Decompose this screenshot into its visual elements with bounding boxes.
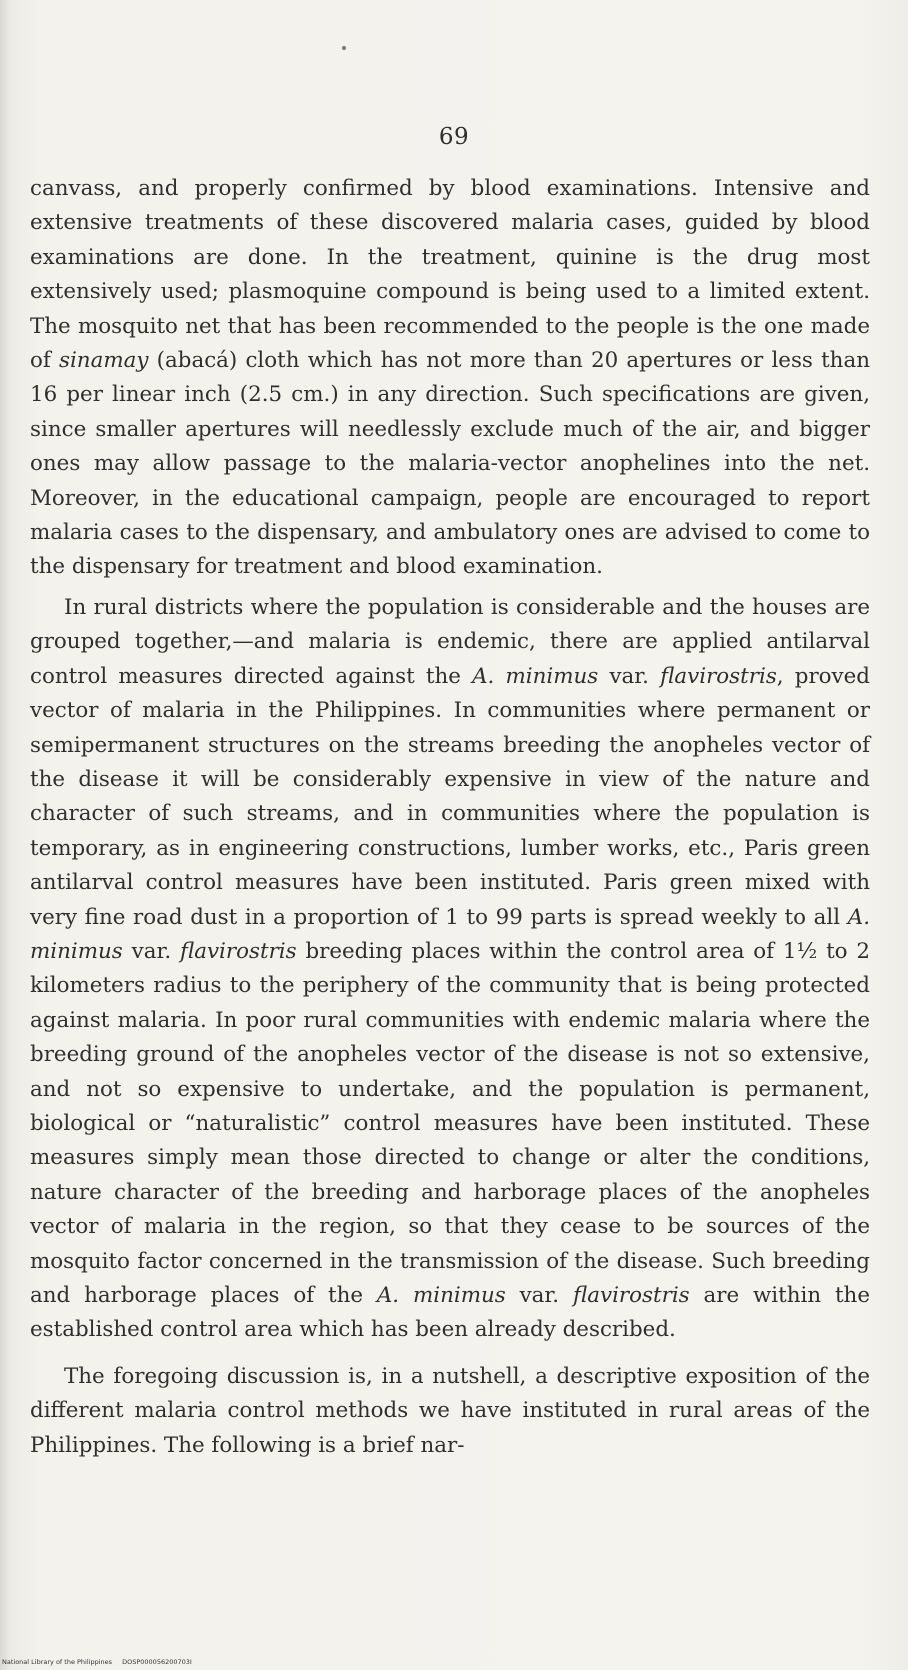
paragraph-2-text-a: In rural districts where the population is considerable and the houses are grouped together,—and malaria is endemic, there are applied antilarval control measures directed against the (30, 594, 870, 689)
page-number: 69 (438, 124, 470, 150)
italic-term-variety-3: flavirostris (572, 1283, 690, 1308)
italic-term-species-1: A. minimus (472, 663, 599, 689)
paragraph-2-text-g: are within the established control area which has been already described. (30, 1283, 870, 1343)
paragraph-2-text-f: var. (505, 1283, 573, 1308)
paragraph-1-text-b: (abacá) cloth which has not more than 20 apertures or less than 16 per linear inch (2.5 cm.) in any direction. Such specifications are given, since smaller apertures will needlessly exclude much of the air, and bigger ones may allow passage to the malaria-vector anophelines into the net. Moreover, in the educational campaign, people are encouraged to report malaria cases to the dispensary, and ambulatory ones are advised to come to the dispensary for treatment and blood examination. (30, 348, 870, 580)
italic-term-sinamay: sinamay (58, 348, 149, 374)
footer-code: DOSP000056200703I (122, 1658, 192, 1666)
italic-term-species-2: A. minimus (30, 904, 870, 964)
paragraph-2-text-d: var. (122, 938, 180, 964)
italic-term-species-3: A. minimus (376, 1283, 506, 1308)
italic-term-variety-2: flavirostris (179, 938, 297, 964)
scan-footer (2, 1658, 192, 1666)
speck-mark (342, 46, 346, 50)
paragraph-2-text-c: , proved vector of malaria in the Philippines. In communities where permanent or semipermanent structures on the streams breeding the anopheles vector of the disease it will be considerably expensive in view of the nature and character of such streams, and in communities where the population is temporary, as in engineering constructions, lumber works, etc., Paris green antilarval control measures have been instituted. Paris green mixed with very fine road dust in a proportion of 1 to 99 parts is spread weekly to all (30, 663, 870, 930)
paragraph-3: The foregoing discussion is, in a nutshell, a descriptive exposition of the different malaria control methods we have instituted in rural areas of the Philippines. The following is a brief nar- (30, 1363, 870, 1458)
paragraph-1-text-a: canvass, and properly confirmed by blood examinations. Intensive and extensive treatments of these discovered malaria cases, guided by blood examinations are done. In the treatment, quinine is the drug most extensively used; plasmoquine compound is being used to a limited extent. The mosquito net that has been recommended to the people is the one made of (30, 176, 870, 374)
italic-term-variety-1: flavirostris (660, 663, 777, 689)
body-text (30, 172, 870, 1463)
paragraph-2 (30, 591, 870, 1348)
paragraph-2-text-b: var. (598, 663, 661, 689)
paragraph-2-text-e: breeding places within the control area of 1½ to 2 kilometers radius to the periphery of the community that is being protected against malaria. In poor rural communities with endemic malaria where the breeding ground of the anopheles vector of the disease is not so extensive, and not so expensive to undertake, and the population is permanent, biological or “naturalistic” control measures have been instituted. These measures simply mean those directed to change or alter the conditions, nature character of the breeding and harborage places of the anopheles vector of malaria in the region, so that they cease to be sources of the mosquito factor concerned in the transmission of the disease. Such breeding and harborage places of the (30, 938, 870, 1308)
footer-library: National Library of the Philippines (2, 1658, 113, 1666)
paragraph-1 (30, 172, 870, 585)
